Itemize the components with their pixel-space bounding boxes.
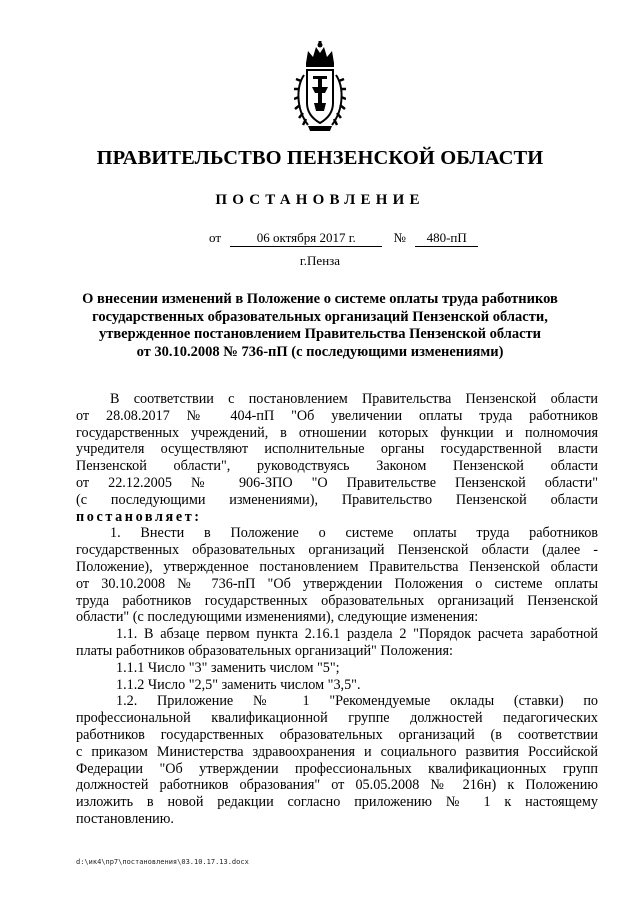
body-line: 1.1.2 Число "2,5" заменить числом "3,5". bbox=[116, 676, 361, 693]
resolves-keyword: постановляет: bbox=[76, 508, 202, 525]
file-path-footer: d:\ик4\пр7\постановления\03.10.17.13.docx bbox=[76, 858, 249, 866]
subject-line: утвержденное постановлением Правительства Пензенской области bbox=[98, 326, 542, 342]
body-line: труда работников государственных образовательных организаций Пензенской bbox=[76, 592, 598, 609]
subject-line: О внесении изменений в Положение о системе оплаты труда работников bbox=[82, 291, 558, 307]
date-prefix: от bbox=[209, 230, 222, 245]
number-sign: № bbox=[393, 230, 406, 245]
body-line: платы работников образовательных организаций" Положения: bbox=[76, 642, 453, 659]
body-line: Федерации "Об утверждении профессиональных квалификационных групп bbox=[76, 760, 598, 777]
body-line: с приказом Министерства здравоохранения и социального развития Российской bbox=[76, 743, 598, 760]
city: г.Пенза bbox=[299, 253, 341, 268]
body-line: 1.2. Приложение № 1 "Рекомендуемые оклады (ставки) по bbox=[116, 693, 598, 710]
government-title: ПРАВИТЕЛЬСТВО ПЕНЗЕНСКОЙ ОБЛАСТИ bbox=[96, 147, 544, 169]
document-date: 06 октября 2017 г. bbox=[230, 230, 382, 247]
body-line: В соответствии с постановлением Правительства Пензенской области bbox=[110, 391, 598, 407]
document-type: ПОСТАНОВЛЕНИЕ bbox=[215, 192, 425, 208]
body-line: учредителя осуществляют исполнительные органы государственной власти bbox=[76, 441, 598, 458]
coat-of-arms-icon bbox=[294, 41, 346, 133]
body-line: должностей работников образования" от 05.05.2008 № 216н) к Положению bbox=[76, 777, 598, 794]
body-line: изложить в новой редакции согласно приложению № 1 к настоящему bbox=[76, 794, 598, 811]
body-line: (с последующими изменениями), Правительство Пензенской области bbox=[76, 491, 598, 508]
body-line: постановлению. bbox=[76, 810, 174, 827]
document-body bbox=[76, 391, 598, 828]
subject-line: государственных образовательных организаций Пензенской области, bbox=[92, 308, 548, 325]
body-line: 1.1.1 Число "3" заменить числом "5"; bbox=[116, 659, 340, 676]
body-line: 1. Внести в Положение о системе оплаты труда работников bbox=[110, 525, 598, 542]
document-subject bbox=[70, 291, 570, 361]
body-line: области" (с последующими изменениями), следующие изменения: bbox=[76, 609, 479, 626]
body-line: от 30.10.2008 № 736-пП "Об утверждении Положения о системе оплаты bbox=[76, 575, 598, 592]
body-line: от 28.08.2017 № 404-пП "Об увеличении оплаты труда работников bbox=[76, 407, 598, 424]
body-line: профессиональной квалификационной группе должностей педагогических bbox=[76, 710, 598, 727]
body-line: Пензенской области", руководствуясь Законом Пензенской области bbox=[76, 458, 598, 475]
body-line: государственных образовательных организаций Пензенской области (далее - bbox=[76, 542, 598, 559]
body-line: государственных учреждений, в отношении которых функции и полномочия bbox=[76, 424, 598, 441]
body-line: 1.1. В абзаце первом пункта 2.16.1 раздела 2 "Порядок расчета заработной bbox=[116, 626, 598, 643]
body-line: работников государственных образовательных организаций (в соответствии bbox=[76, 726, 598, 743]
body-line: Положение), утвержденное постановлением Правительства Пензенской области bbox=[76, 558, 598, 575]
date-number-line bbox=[209, 230, 478, 247]
body-line: от 22.12.2005 № 906-ЗПО "О Правительстве Пензенской области" bbox=[76, 474, 598, 491]
document-number: 480-пП bbox=[415, 230, 478, 247]
subject-line: от 30.10.2008 № 736-пП (с последующими изменениями) bbox=[136, 343, 504, 360]
